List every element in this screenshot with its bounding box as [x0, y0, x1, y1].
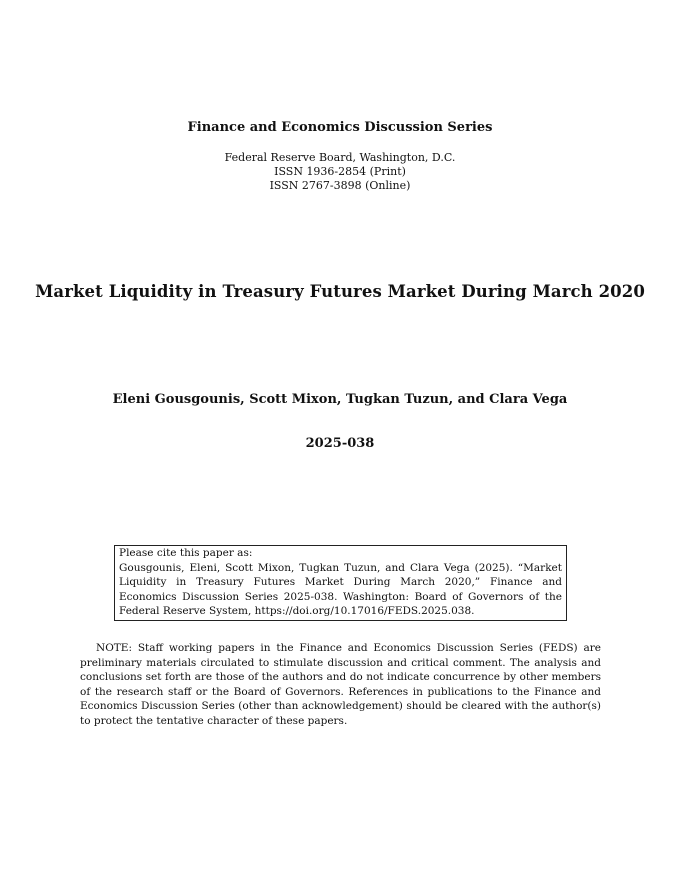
issn-print: ISSN 1936-2854 (Print) [274, 165, 406, 178]
paper-title: Market Liquidity in Treasury Futures Market During March 2020 [35, 282, 645, 301]
disclaimer-note: NOTE: Staff working papers in the Finance and Economics Discussion Series (FEDS) are preliminary materials circulated to stimulate discussion and critical comment. The analysis and conclusions set forth are those of the authors and do not indicate concurrence by other members of the research staff or the Board of Governors. References in publications to the Finance and Economics Discussion Series (other than acknowledgement) should be cleared with the author(s) to protect the tentative character of these papers. [80, 642, 601, 727]
citation-text[interactable]: Gousgounis, Eleni, Scott Mixon, Tugkan Tuzun, and Clara Vega (2025). “Market Liquidity in Treasury Futures Market During March 2020,” Finance and Economics Discussion Series 2025-038. Washington: Board of Governors of the Federal Reserve System, https://doi.org/10.17016/FEDS.2025.038. [119, 561, 562, 617]
issn-online: ISSN 2767-3898 (Online) [269, 179, 411, 192]
publisher-block [0, 151, 680, 193]
publisher-line: Federal Reserve Board, Washington, D.C. [224, 151, 456, 164]
citation-box [114, 545, 567, 621]
series-title: Finance and Economics Discussion Series [187, 120, 493, 135]
paper-number: 2025-038 [305, 436, 375, 451]
citation-prompt: Please cite this paper as: [119, 547, 253, 559]
author-list: Eleni Gousgounis, Scott Mixon, Tugkan Tuzun, and Clara Vega [112, 392, 568, 407]
